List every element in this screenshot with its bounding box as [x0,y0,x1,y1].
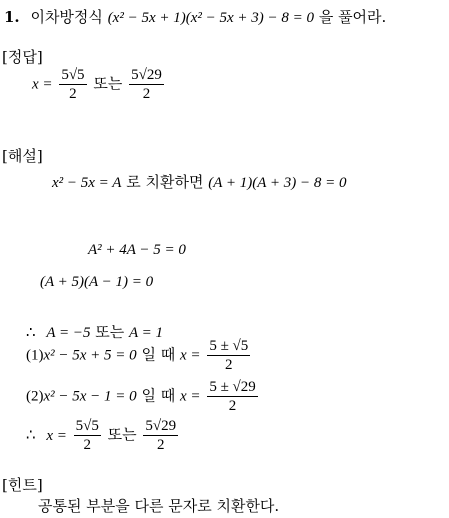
case-2-equation: x² − 5x − 1 = 0 [43,388,137,405]
solution-line-1-text: 로 치환하면 [126,173,204,191]
solution-line-4-a: A = −5 [46,325,91,341]
solution-line-2: A² + 4A − 5 = 0 [88,242,186,258]
case-2-text: 일 때 [141,386,176,405]
problem-number: 1. [4,8,20,26]
problem-equation: (x² − 5x + 1)(x² − 5x + 3) − 8 = 0 [107,10,315,26]
case-1-fraction-den: 2 [225,357,233,373]
hint-text: 공통된 부분을 다른 문자로 치환한다. [38,497,280,515]
final-fraction-2-num: 5√29 [145,418,177,434]
final-or: 또는 [107,425,137,444]
final-therefore-symbol: ∴ [26,427,36,444]
solution-line-4-b: A = 1 [129,325,164,341]
final-fraction-1 [74,417,101,454]
final-fraction-2 [143,417,178,454]
answer-fraction-1-den: 2 [69,86,77,102]
answer-label: [정답] [2,48,43,66]
solution-final [26,417,180,454]
case-2-fraction-num: 5 ± √29 [209,379,256,395]
answer-fraction-2-num: 5√29 [131,67,162,83]
case-1-x: x = [180,347,201,364]
problem-line [4,6,386,27]
solution-line-1-rhs: (A + 1)(A + 3) − 8 = 0 [208,175,347,191]
solution-case-2 [26,378,260,415]
problem-text: 이차방정식 [30,8,103,26]
problem-suffix: 을 풀어라. [318,8,387,26]
case-1-fraction-num: 5 ± √5 [209,338,249,354]
final-fraction-1-num: 5√5 [75,418,99,434]
final-x: x = [46,427,67,444]
answer-fraction-2-den: 2 [142,86,151,102]
answer-fraction-2 [129,66,164,103]
solution-line-4-or: 또는 [95,323,125,341]
therefore-symbol: ∴ [26,325,36,341]
case-2-fraction [207,378,257,415]
final-fraction-2-den: 2 [157,437,165,453]
answer-fraction-1 [59,66,86,103]
hint-label: [힌트] [2,476,43,494]
case-1-equation: x² − 5x + 5 = 0 [43,347,137,364]
solution-case-1 [26,337,252,374]
case-2-x: x = [180,388,201,405]
answer-line [32,66,166,103]
case-2-number: (2) [26,388,44,405]
answer-x-eq: x = [32,76,53,93]
solution-line-3: (A + 5)(A − 1) = 0 [40,274,154,290]
solution-line-1 [52,171,347,192]
case-2-fraction-den: 2 [228,398,237,414]
case-1-text: 일 때 [141,345,176,364]
answer-or: 또는 [93,74,123,93]
solution-label: [해설] [2,147,43,165]
answer-fraction-1-num: 5√5 [61,67,85,83]
case-1-number: (1) [26,347,44,364]
final-fraction-1-den: 2 [83,437,91,453]
case-1-fraction [207,337,250,374]
solution-line-1-lhs: x² − 5x = A [52,175,122,191]
